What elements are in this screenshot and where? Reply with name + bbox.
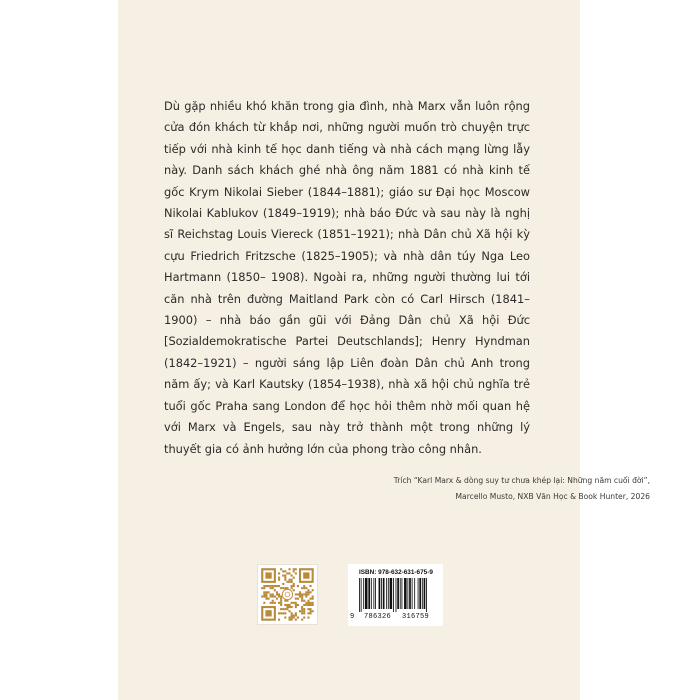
isbn-barcode-block: [348, 564, 443, 626]
qr-code-icon: [258, 565, 317, 624]
citation-line-1: Trích “Karl Marx & dòng suy tư chưa khép lại: Những năm cuối đời”,: [393, 476, 650, 485]
barcode-digits-right: 316759: [402, 613, 430, 621]
isbn-label: ISBN: 978-632-631-675-9: [359, 569, 433, 576]
citation-line-2: Marcello Musto, NXB Văn Học & Book Hunter, 2026: [455, 492, 650, 501]
qr-code[interactable]: [258, 565, 317, 624]
excerpt-paragraph: Dù gặp nhiều khó khăn trong gia đình, nhà Marx vẫn luôn rộng cửa đón khách từ khắp nơi, những người muốn trò chuyện trực tiếp với nhà kinh tế học danh tiếng và nhà cách mạng lừng lẫy này. Danh sách khách ghé nhà ông năm 1881 có nhà kinh tế gốc Krym Nikolai Sieber (1844–1881); giáo sư Đại học Moscow Nikolai Kablukov (1849–1919); nhà báo Đức và sau này là nghị sĩ Reichstag Louis Viereck (1851–1921); nhà Dân chủ Xã hội kỳ cựu Friedrich Fritzsche (1825–1905); và nhà dân túy Nga Leo Hartmann (1850– 1908). Ngoài ra, những người thường lui tới căn nhà trên đường Maitland Park còn có Carl Hirsch (1841–1900) – nhà báo gần gũi với Đảng Dân chủ Xã hội Đức [Sozialdemokratische Partei Deutschlands]; Henry Hyndman (1842–1921) – người sáng lập Liên đoàn Dân chủ Anh trong năm ấy; và Karl Kautsky (1854–1938), nhà xã hội chủ nghĩa trẻ tuổi gốc Praha sang London để học hỏi thêm nhờ mối quan hệ với Marx và Engels, sau này trở thành một trong những lý thuyết gia có ảnh hưởng lớn của phong trào công nhân.: [164, 99, 530, 456]
citation: [290, 473, 650, 505]
barcode-digits-left: 786326: [364, 613, 392, 621]
barcode-icon: [359, 578, 435, 612]
barcode-digit-first: 9: [350, 613, 355, 621]
